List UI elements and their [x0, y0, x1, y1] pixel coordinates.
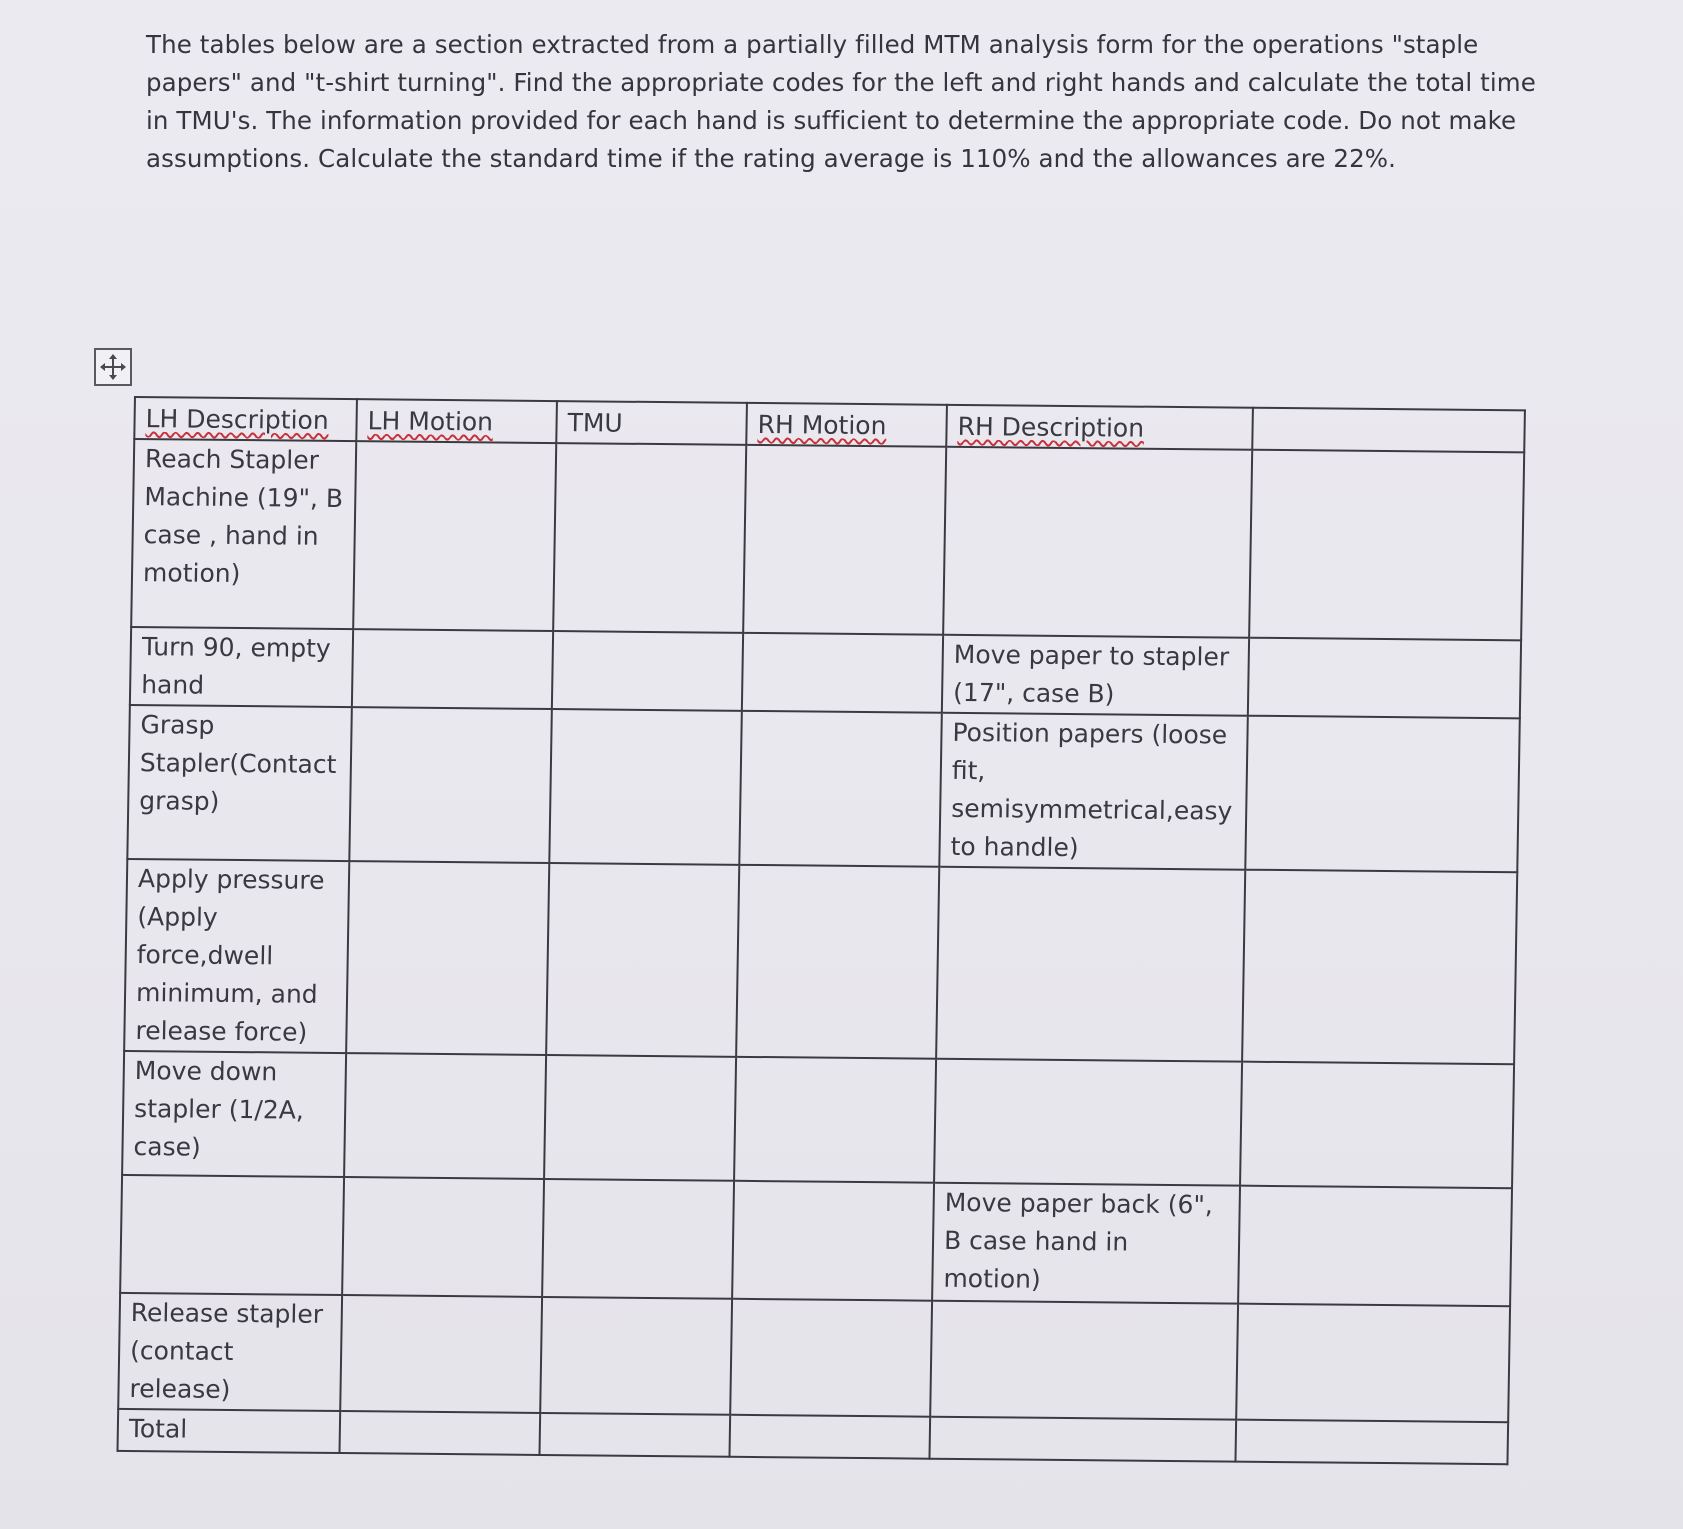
lh-motion-cell[interactable] [346, 861, 549, 1055]
lh-motion-cell[interactable] [352, 629, 553, 709]
extra-cell[interactable] [1249, 450, 1524, 641]
rh-description-cell[interactable] [936, 867, 1245, 1062]
table-row [130, 627, 1521, 718]
lh-motion-cell[interactable] [340, 1295, 542, 1413]
extra-cell[interactable] [1242, 870, 1517, 1065]
table-row [124, 859, 1517, 1064]
tmu-cell[interactable] [544, 1055, 736, 1181]
rh-description-cell[interactable] [943, 447, 1252, 638]
rh-motion-cell[interactable] [742, 633, 943, 713]
rh-motion-cell[interactable] [734, 1057, 936, 1183]
rh-description-cell[interactable]: Position papers (loose fit, semisymmetrical,easy to handle) [939, 713, 1248, 870]
header-tmu: TMU [556, 401, 747, 445]
total-rh-motion-cell[interactable] [729, 1415, 930, 1459]
total-lh-motion-cell[interactable] [339, 1411, 540, 1455]
lh-motion-cell[interactable] [344, 1053, 546, 1179]
mtm-analysis-table [116, 396, 1525, 1465]
lh-description-cell[interactable]: Turn 90, empty hand [130, 627, 353, 707]
four-way-arrow-icon [100, 354, 126, 380]
total-rh-description-cell[interactable] [929, 1417, 1236, 1462]
extra-cell[interactable] [1240, 1062, 1514, 1189]
rh-motion-cell[interactable] [743, 445, 946, 635]
rh-motion-cell[interactable] [732, 1181, 934, 1301]
table-row [118, 1293, 1510, 1422]
table-row [122, 1051, 1514, 1188]
header-rh-motion: RH Motion [746, 403, 947, 447]
lh-description-cell[interactable] [120, 1175, 344, 1295]
rh-description-cell[interactable]: Move paper to stapler (17", case B) [942, 635, 1249, 716]
table-row [127, 705, 1519, 872]
tmu-cell[interactable] [546, 863, 739, 1057]
tmu-cell[interactable] [549, 709, 742, 865]
extra-cell[interactable] [1245, 716, 1520, 873]
header-extra [1252, 408, 1525, 453]
tmu-cell[interactable] [542, 1179, 734, 1299]
tmu-cell[interactable] [540, 1297, 732, 1415]
extra-cell[interactable] [1238, 1186, 1512, 1307]
extra-cell[interactable] [1236, 1304, 1510, 1423]
total-label-cell: Total [118, 1409, 341, 1453]
lh-motion-cell[interactable] [353, 441, 556, 631]
rh-description-cell[interactable]: Move paper back (6", B case hand in motion) [932, 1183, 1240, 1304]
tmu-cell[interactable] [553, 443, 746, 633]
total-extra-cell[interactable] [1235, 1420, 1508, 1465]
table-row [131, 439, 1524, 640]
tmu-cell[interactable] [552, 631, 743, 711]
lh-description-cell[interactable]: Grasp Stapler(Contact grasp) [127, 705, 352, 861]
rh-motion-cell[interactable] [730, 1299, 932, 1417]
total-tmu-cell[interactable] [539, 1413, 730, 1457]
table-move-handle[interactable] [94, 348, 132, 386]
lh-description-cell[interactable]: Reach Stapler Machine (19", B case , hand in motion) [131, 439, 356, 629]
lh-description-cell[interactable]: Release stapler (contact release) [118, 1293, 342, 1411]
lh-motion-cell[interactable] [349, 707, 552, 863]
lh-description-cell[interactable]: Move down stapler (1/2A, case) [122, 1051, 346, 1177]
extra-cell[interactable] [1248, 638, 1521, 719]
header-rh-description: RH Description [946, 405, 1253, 450]
instructions-paragraph: The tables below are a section extracted from a partially filled MTM analysis form for the operations "staple papers" and "t-shirt turning". Find the appropriate codes for the left and right hands and calculate the total time in TMU's. The information provided for each hand is sufficient to determine the appropriate code. Do not make assumptions. Calculate the standard time if the rating average is 110% and the allowances are 22%. [146, 30, 1536, 173]
rh-description-cell[interactable] [934, 1059, 1242, 1186]
rh-motion-cell[interactable] [739, 711, 942, 867]
header-lh-motion: LH Motion [356, 399, 557, 443]
rh-motion-cell[interactable] [736, 865, 939, 1059]
header-lh-description: LH Description [134, 397, 357, 441]
lh-description-cell[interactable]: Apply pressure (Apply force,dwell minimum, and release force) [124, 859, 349, 1053]
lh-motion-cell[interactable] [342, 1177, 544, 1297]
table-row [120, 1175, 1512, 1306]
rh-description-cell[interactable] [930, 1301, 1238, 1420]
